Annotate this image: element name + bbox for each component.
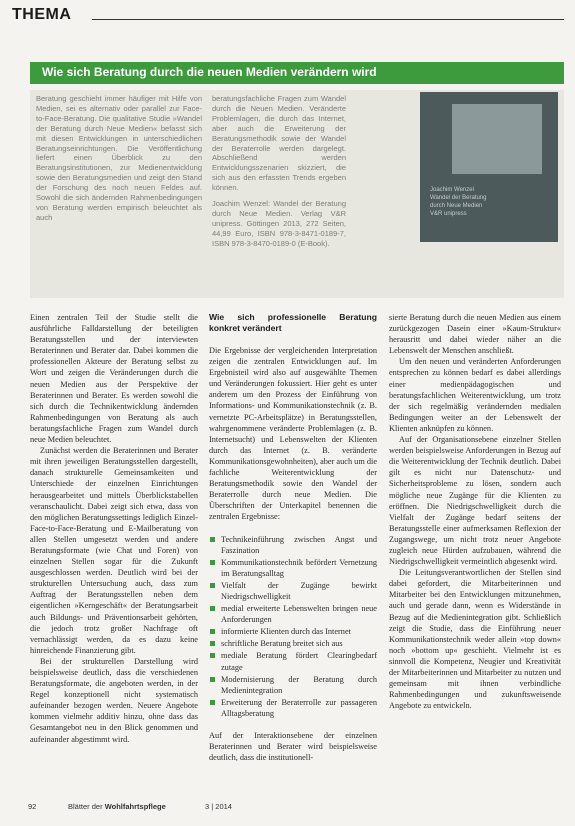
intro-column-right [212,94,346,255]
body-paragraph: Auf der Interaktionsebene der einzelnen Beraterinnen und Berater wird beispielsweise deutlich, dass die institutionell- [209,731,377,763]
list-item: Modernisierung der Beratung durch Medienintegration [209,674,377,696]
list-item: schriftliche Beratung breitet sich aus [209,638,377,649]
book-citation: Joachim Wenzel: Wandel der Beratung durch Neue Medien. Verlag V&R unipress. Göttingen 2013, 272 Seiten, 44,99 Euro, ISBN 978-3-8471-0189-7, ISBN 978-3-8470-0189-0 (E-Book). [212,199,346,248]
page-number: 92 [28,802,37,811]
intro-box [30,90,564,298]
section-label: THEMA [12,6,72,23]
book-cover-line: V&R unipress [430,211,467,217]
body-column-3 [389,312,561,711]
body-paragraph: Um den neuen und veränderten Anforderungen entsprechen zu können bedarf es dabei allerdings einer medienpädagogischen und beratungsfachlichen Weiterentwicklung, um trotz der sich regelmäßig verändernden medialen Bedingungen weiter an der Lebenswelt der Klienten anknüpfen zu können. [389,357,561,433]
article-title-banner [30,62,564,84]
intro-paragraph: Beratung geschieht immer häufiger mit Hilfe von Medien, sei es alternativ oder parallel zur Face-to-Face-Beratung. Die qualitative Studie »Wandel der Beratung durch Neue Medien« befasst sich mit diesen Entwicklungen in unterschiedlichen Beratungseinrichtungen. Die Veröffentlichung liefert einen Überblick zu den Beratungsinstitutionen, zur Medienentwicklung sowie den Beratungsmedien und zeigt den Stand der Forschung des noch neuen Feldes auf. Sowohl die sich ändernden Rahmenbedingungen von Beratung werden empirisch beleuchtet als auch [36,94,202,222]
book-cover-graphic [452,104,542,174]
section-rule [92,19,564,20]
body-column-1 [30,312,198,745]
findings-list [209,534,377,720]
list-item: Erweiterung der Beraterrolle zur passageren Alltagsberatung [209,697,377,719]
section-subheading: Wie sich professionelle Beratung konkret verändert [209,312,377,333]
section-header [12,6,564,24]
body-paragraph: Die Leitungsverantwortlichen der Stellen sind dabei gefordert, die Mitarbeiterinnen und Mitarbeiter bei den Entwicklungen mitzunehmen, auch und gerade dann, wenn es Widerstände in Bezug auf die Medienintegration gibt. Schließlich zeigt die Studie, dass die Einführung neuer Kommunikationstechnik weder allein »top down« noch »bottom up« geschieht. Vielmehr ist es sinnvoll die Kompetenz, Neugier und Kreativität der Mitarbeiterinnen und Mitarbeiter zu nutzen und gemeinsam mit ihnen verbindliche Rahmenbedingungen und zukunftsweisende Angebote zu entwickeln. [389,568,561,711]
body-paragraph: sierte Beratung durch die neuen Medien aus einem zurückgezogen Dasein einer »Kaum-Struktur« herausritt und dabei wieder näher an die Lebenswelt der Menschen anschließt. [389,313,561,356]
magazine-name-prefix: Blätter der [68,802,105,811]
book-cover-line: durch Neue Medien [430,203,483,209]
book-cover-image [420,92,558,242]
body-column-2 [209,312,377,763]
list-item: Kommunikationstechnik befördert Vernetzung im Beratungsalltag [209,557,377,579]
list-item: Vielfalt der Zugänge bewirkt Niedrigschwelligkeit [209,580,377,602]
body-paragraph: Die Ergebnisse der vergleichenden Interpretation zeigen die zentralen Entwicklungen auf. Im Ergebnisteil wird also auf ausgewählte Themen und Veränderungen fokussiert. Hier geht es unter anderem um den Prozess der Einführung von Informations- und Kommunikationstechnik (z. B. vernetzte PC-Arbeitsplätze) in Beratungsstellen, wahrgenommene veränderte Problemlagen (z. B. Internetsucht) und Lebenswelten der Klienten durch das Internet (z. B. veränderte Kommunikationsgewohnheiten), aber auch um die fachliche Weiterentwicklung der Beratungsmethodik sowie den Wandel der Beraterrolle durch neue Medien. Die Überschriften der Unterkapitel benennen die zentralen Ergebnisse: [209,346,377,522]
article-title: Wie sich Beratung durch die neuen Medien verändern wird [42,65,377,79]
book-cover-line: Wandel der Beratung [430,195,487,201]
intro-column-left [36,94,202,229]
body-paragraph: Zunächst werden die Beraterinnen und Berater mit ihren jeweiligen Beratungsstellen dargestellt, danach strukturelle Gemeinsamkeiten und Unterschiede der einzelnen Einrichtungen herausgearbeitet und mittels Überblickstabellen veranschaulicht. Dabei zeigt sich etwa, dass von den möglichen Beratungssettings lediglich Einzel-Face-to-Face-Beratung und E-Mailberatung von allen Stellen umgesetzt werden und andere Beratungsformate (wie Chat und Foren) von einzelnen Stellen sogar für die Zukunft ausgeschlossen werden. Deutlich wird bei der strukturellen Untersuchung auch, dass zum Auftrag der Beratungsstellen neben dem eigentlichen »Kerngeschäft« der Beratungsarbeit auch Bildungs- und Präventionsarbeit gehörten, die jedoch trotz großer Nachfrage oft vernachlässigt werden, da es dazu keine hinreichende Finanzierung gibt. [30,446,198,655]
magazine-name [68,802,166,811]
list-item: informierte Klienten durch das Internet [209,626,377,637]
list-item: mediale Beratung fördert Clearingbedarf zutage [209,650,377,672]
body-paragraph: Bei der strukturellen Darstellung wird beispielsweise deutlich, dass die verschiedenen Beratungsformate, die angeboten werden, in der Regel konzeptionell nicht systematisch aufeinander bezogen werden. Neuere Angebote kommen vielmehr additiv hinzu, ohne dass das Gesamtangebot neu in den Blick genommen und aufeinander abgestimmt wird. [30,656,198,744]
page-footer [28,802,564,814]
list-item: Technikeinführung zwischen Angst und Faszination [209,534,377,556]
list-item: medial erweiterte Lebenswelten bringen neue Anforderungen [209,603,377,625]
book-cover-line: Joachim Wenzel [430,187,474,193]
book-cover-text [430,186,548,218]
body-paragraph: Einen zentralen Teil der Studie stellt die ausführliche Falldarstellung der beteiligten Beratungsstellen und der interviewten Beraterinnen und Berater dar. Dabei kommen die professionellen Akteure der Beratung selbst zu Wort und zeigen die Veränderungen durch die neuen Medien aus der Perspektive der Beraterinnen und Berater. Es werden sowohl die sich durch die Technikentwicklung ändernden Rahmenbedingungen von Beratung als auch beratungsfachliche Fragen zum Wandel durch neue Medien beleuchtet. [30,313,198,445]
magazine-name-bold: Wohlfahrtspflege [104,802,166,811]
body-paragraph: Auf der Organisationsebene einzelner Stellen werden beispielsweise Anforderungen in Bezug auf die Weiterentwicklung der Technik deutlich. Dabei gilt es nicht nur Datenschutz- und Sicherheitsprobleme zu lösen, sondern auch mögliche neue Zugänge für die Klienten zu eröffnen. Die Niedrigschwelligkeit durch die Vielfalt der Zugänge bedarf seitens der Beratungsstelle einer aufmerksamen Reflexion der Zugangswege, um nicht trotz neuer Angebote zugleich neue Hürden aufzubauen, während die Niedrigschwelligkeit vermeintlich abgesenkt wird. [389,435,561,567]
issue-label: 3 | 2014 [205,802,232,811]
intro-paragraph: beratungsfachliche Fragen zum Wandel durch die Neuen Medien. Veränderte Problemlagen, die durch das Internet, aber auch die Erweiterung der Beratungsmethodik sowie der Wandel der Beraterrolle werden dargelegt. Abschließend werden Entwicklungsszenarien skizziert, die sich aus den erfassten Trends ergeben können. [212,94,346,193]
